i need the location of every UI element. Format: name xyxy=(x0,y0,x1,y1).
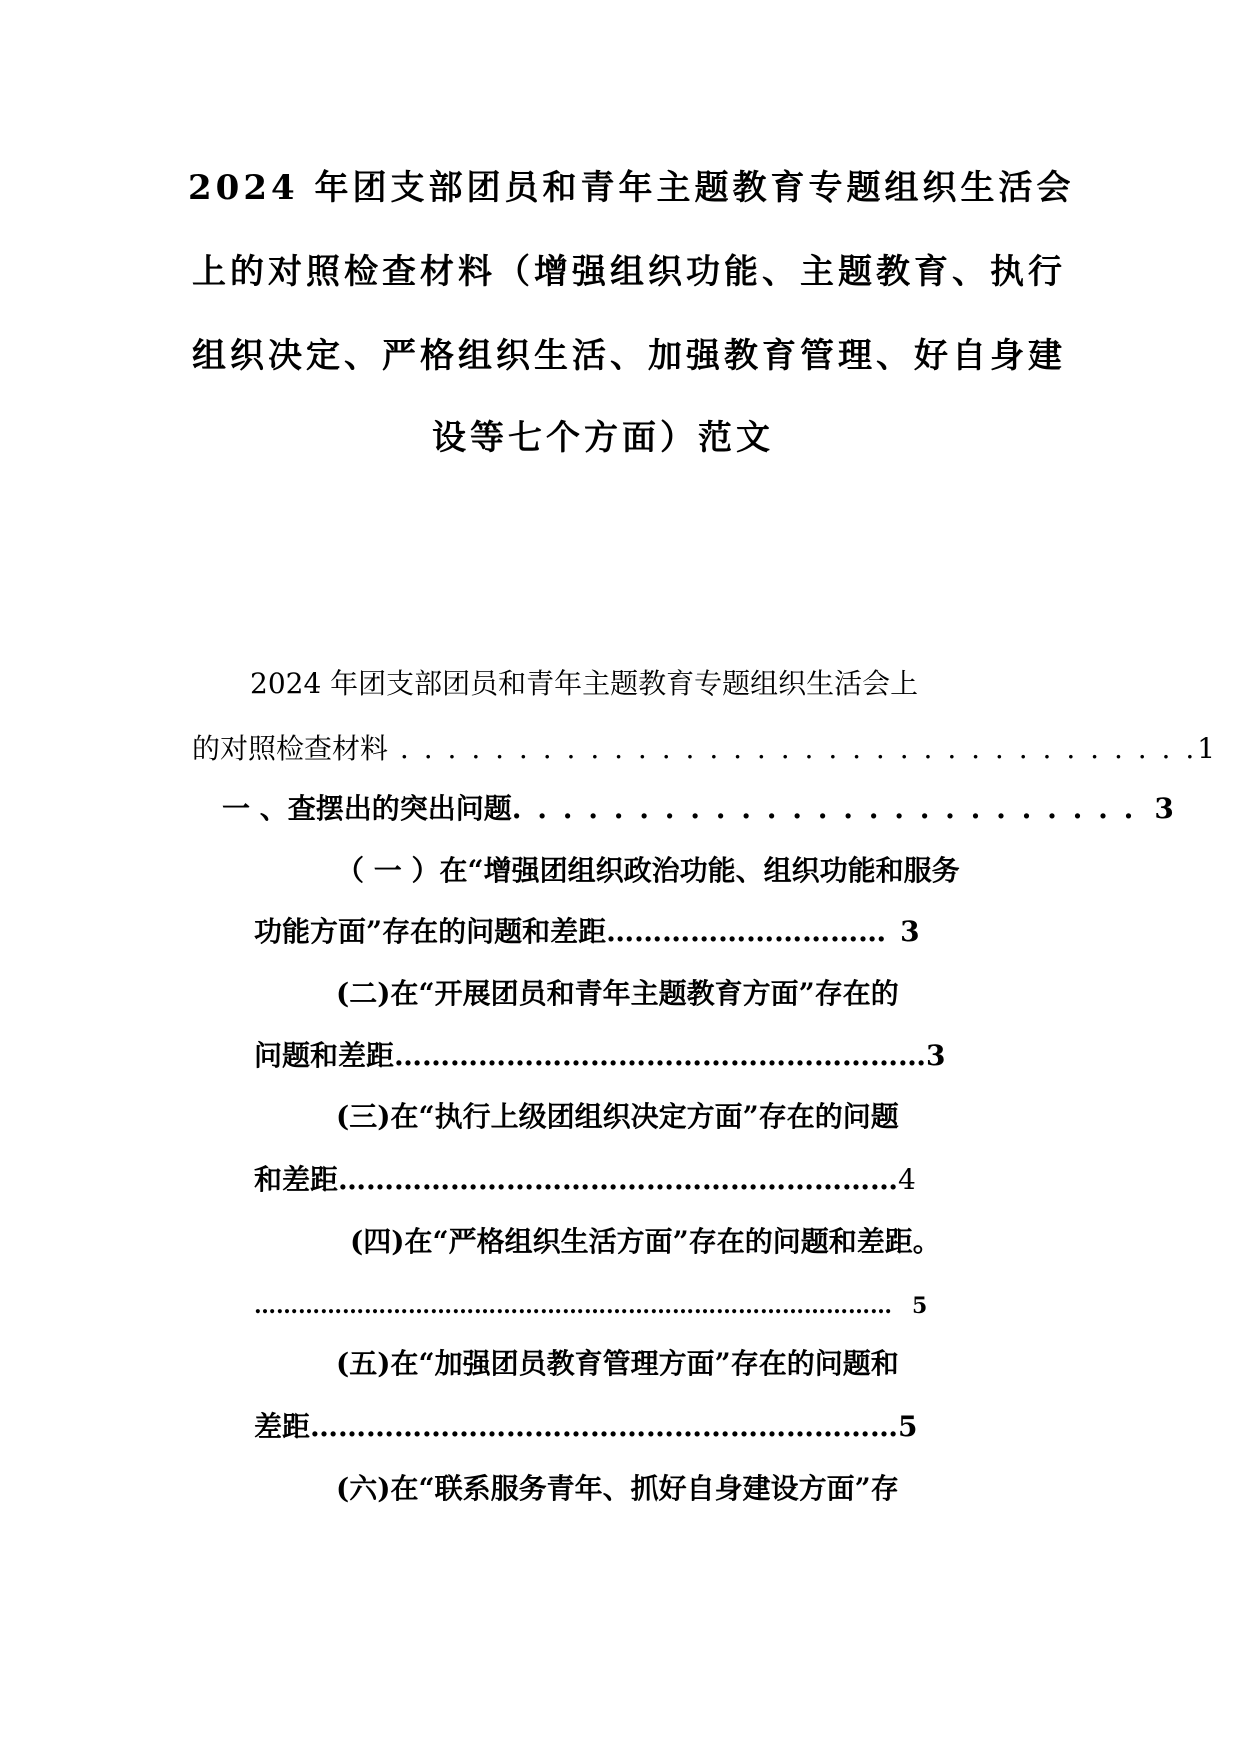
toc-line: (三)在“执行上级团组织决定方面”存在的问题 xyxy=(336,1100,899,1133)
toc-page-number: 5 xyxy=(898,1410,918,1443)
title-line-1: 2024 年团支部团员和青年主题教育专题组织生活会 xyxy=(188,168,1075,208)
title-line-3: 组织决定、严格组织生活、加强教育管理、好自身建 xyxy=(192,336,1066,376)
toc-line: （ 一 ）在“增强团组织政治功能、组织功能和服务 xyxy=(336,854,960,887)
toc-entry[interactable]: 功能方面”存在的问题和差距………………………… 3 xyxy=(254,915,920,948)
toc-entry[interactable]: 差距………………………………………………………5 xyxy=(254,1410,918,1443)
toc-page-number: 3 xyxy=(1154,792,1174,825)
toc-entry[interactable]: 和差距……………………………………………………4 xyxy=(254,1163,916,1196)
toc-entry[interactable]: 问题和差距…………………………………………………3 xyxy=(254,1039,946,1072)
toc-page-number: 4 xyxy=(898,1163,916,1196)
title-line-4: 设等七个方面）范文 xyxy=(432,418,774,458)
toc-page-number: 5 xyxy=(912,1293,928,1319)
toc-line: (二)在“开展团员和青年主题教育方面”存在的 xyxy=(336,977,899,1010)
toc-entry[interactable]: 的对照检查材料 . . . . . . . . . . . . . . . . . . . . . . . . . . . . . . . . . .1 xyxy=(192,732,1216,765)
toc-page-number: 3 xyxy=(900,915,920,948)
toc-line: (四)在“严格组织生活方面”存在的问题和差距。 xyxy=(350,1225,941,1258)
toc-entry[interactable]: …………………………………………………………………………… 5 xyxy=(254,1293,928,1319)
toc-line: 2024 年团支部团员和青年主题教育专题组织生活会上 xyxy=(250,667,919,700)
toc-entry[interactable]: 一 、查摆出的突出问题. . . . . . . . . . . . . . . . . . . . . . . . . 3 xyxy=(222,792,1174,825)
toc-page-number: 1 xyxy=(1197,732,1216,765)
title-line-2: 上的对照检查材料（增强组织功能、主题教育、执行 xyxy=(192,252,1066,292)
toc-line: (六)在“联系服务青年、抓好自身建设方面”存 xyxy=(336,1472,899,1505)
toc-line: (五)在“加强团员教育管理方面”存在的问题和 xyxy=(336,1347,899,1380)
toc-page-number: 3 xyxy=(926,1039,946,1072)
